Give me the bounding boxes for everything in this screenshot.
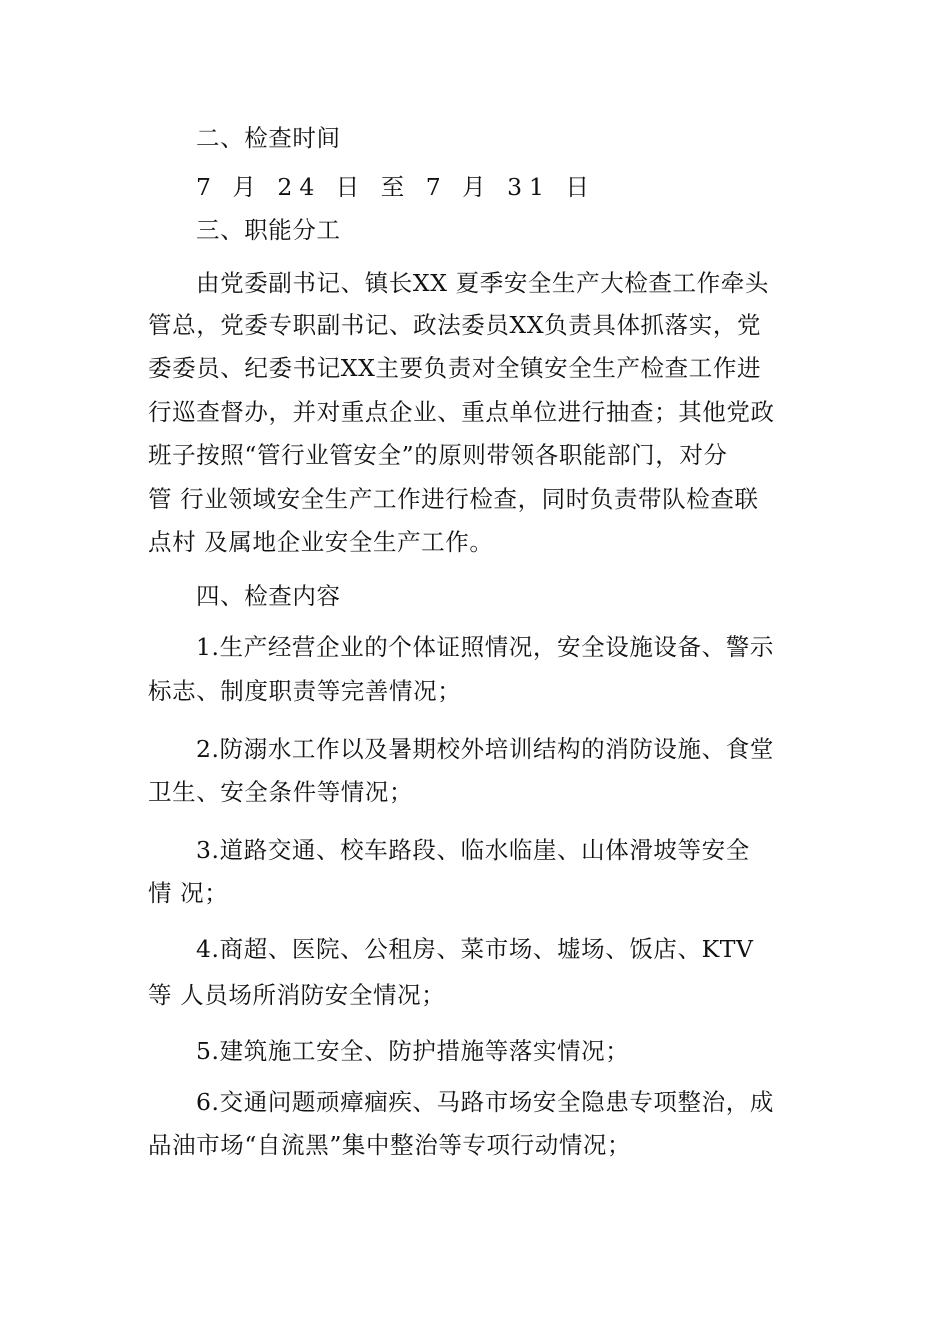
list-item-line: 情 况； — [148, 879, 229, 907]
paragraph-line: 点村 及属地企业安全生产工作。 — [148, 528, 494, 556]
paragraph-line: 管 行业领域安全生产工作进行检查，同时负责带队检查联 — [148, 485, 759, 513]
paragraph-line: 行巡查督办，并对重点企业、重点单位进行抽查；其他党政 — [148, 398, 775, 426]
section-heading-inspection-time: 二、检查时间 — [196, 124, 341, 152]
paragraph-line: 由党委副书记、镇长XX 夏季安全生产大检查工作牵头 — [196, 269, 769, 297]
list-item-line: 3.道路交通、校车路段、临水临崖、山体滑坡等安全 — [196, 836, 750, 864]
section-heading-responsibilities: 三、职能分工 — [196, 216, 341, 244]
list-item-line: 2.防溺水工作以及暑期校外培训结构的消防设施、食堂 — [196, 735, 774, 763]
list-item-line: 标志、制度职责等完善情况； — [148, 677, 462, 705]
list-item-line: 品油市场“自流黑”集中整治等专项行动情况； — [148, 1131, 632, 1159]
paragraph-line: 管总，党委专职副书记、政法委员XX负责具体抓落实，党 — [148, 311, 762, 339]
list-item-line: 5.建筑施工安全、防护措施等落实情况； — [196, 1037, 630, 1065]
list-item-line: 4.商超、医院、公租房、菜市场、墟场、饭店、KTV — [196, 935, 754, 963]
section-heading-inspection-content: 四、检查内容 — [196, 582, 341, 610]
list-item-line: 1.生产经营企业的个体证照情况，安全设施设备、警示 — [196, 633, 774, 661]
paragraph-line: 委委员、纪委书记XX主要负责对全镇安全生产检查工作进 — [148, 354, 762, 382]
paragraph-line: 班子按照“管行业管安全”的原则带领各职能部门，对分 — [148, 441, 728, 469]
list-item-line: 6.交通问题顽瘴痼疾、马路市场安全隐患专项整治，成 — [196, 1088, 774, 1116]
list-item-line: 卫生、安全条件等情况； — [148, 778, 414, 806]
list-item-line: 等 人员场所消防安全情况； — [148, 981, 446, 1009]
inspection-dates: 7 月 24 日 至 7 月 31 日 — [196, 173, 596, 201]
